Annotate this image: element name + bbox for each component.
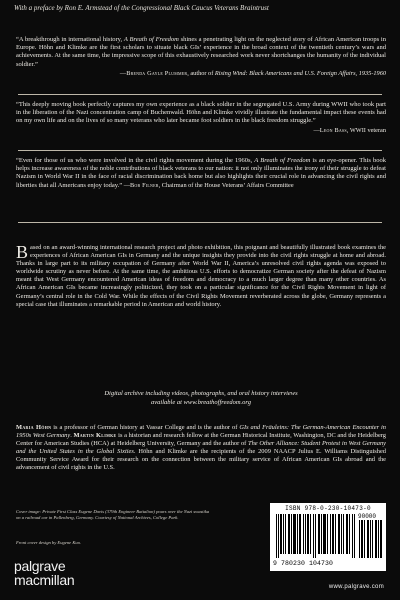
blurb-text: is an eye-opener. This book helps increase awareness of the noble contributions of black veterans to our nation: it not only illuminates the irony of their struggle to defeat Nazism in World War II in the face of racial discrimination back home but also highlights their crucial role in advancing the civil rights and liberties that all Americans enjoy today.” (16, 157, 386, 189)
bio-text: . (70, 432, 74, 440)
divider (18, 94, 382, 95)
blurb-text: shines a penetrating light on the neglected story of African American troops in Europe. Höhn and Klimke are the first scholars to situate black GIs’ experience in the broad context of the twentieth century’s wars and achievements. At the same time, the impressive scope of this exhaustively researched work never shortchanges the humanity of the individual soldier.” (16, 36, 386, 68)
digital-archive-note (16, 390, 386, 407)
blurb-text: “Even for those of us who were involved in the civil rights movement during the 1960s, (16, 157, 255, 164)
blurb-text: “A breakthrough in international history, (16, 36, 124, 43)
book-title: A Breath of Freedom (123, 36, 179, 43)
author-name: Maria Höhn (16, 424, 52, 431)
description-text: ased on an award-winning international research project and photo exhibition, this poignant and beautifully illustrated book examines the experiences of African American GIs in Germany and the unique insights they provide into the civil rights struggle at home and abroad. Thanks in large part to its military occupation of Germany after World War II, America’s unresolved civil rights agenda was exposed to worldwide scrutiny as never before. At the same time, the ambitious U.S. efforts to democratize German society after the defeat of Nazism meant that West Germany encountered American ideas of freedom and democracy to a much larger degree than many other countries. As African American GIs became increasingly politicized, they took on a particular significance for the Civil Rights Movement in light of Germany’s central role in the Cold War. While the effects of the Civil Rights Movement reverberated across the globe, Germany represents a special case that illuminates a remarkable period in American and world history. (16, 244, 386, 308)
endorsement-bass (16, 101, 386, 135)
drop-cap: B (16, 242, 29, 262)
endorsement-attribution (314, 127, 387, 135)
book-description (16, 244, 386, 309)
bio-text: . Höhn and Klimke are the recipients of the 2009 NAACP Julius E. Williams Distinguished Community Service Award for their research on the connection between the military service of African American GIs abroad and the advancement of civil rights in the U.S. (16, 448, 386, 472)
logo-line: palgrave (14, 558, 66, 574)
addon-barcode-bars (359, 520, 383, 558)
endorser-affiliation: , WWII veteran (346, 126, 386, 134)
endorser-book-title: Rising Wind: Black Americans and U.S. Foreign Affairs, 1935-1960 (214, 69, 386, 77)
cover-design-credit: Front cover design by Eugene Kuo. (16, 540, 82, 545)
cover-image-credit: Cover image: Private First Class Eugene Davis (379th Engineer Battalion) pours over the Nazi swastika on a railroad car in Pallenberg, Germany. Courtesy of National Archives, College Park. (16, 509, 210, 520)
divider (18, 222, 382, 223)
author-book-title: The Other Alliance: Student Protest in West Germany and the United States in the Global Sixties (16, 440, 386, 456)
endorsement-filner (16, 157, 386, 190)
endorsement-attribution (124, 182, 294, 189)
endorser-affiliation: , Chairman of the House Veterans’ Affairs Committee (158, 181, 294, 189)
endorser-affiliation: , author of (187, 69, 215, 77)
divider (18, 150, 382, 151)
price-code: 90000 (358, 513, 377, 520)
preface-line: With a preface by Ron E. Armstead of the Congressional Black Caucus Veterans Braintrust (14, 4, 269, 12)
author-bios (16, 424, 386, 473)
endorser-name: Bob Filner (130, 181, 159, 189)
blurb-text: “This deeply moving book perfectly captures my own experience as a black soldier in the segregated U.S. Army during WWII who took part in the liberation of the Nazi concentration camp of Buchenwald. Höhn and Klimke vividly illustrate the fundamental impact these events had on my own life and on the lives of so many veterans who later became foot soldiers in the black freedom struggle.” (16, 101, 386, 125)
endorsement-attribution (16, 70, 386, 78)
bio-text: is a historian and research fellow at the German Historical Institute, Washington, DC and the Heidelberg Center for American Studies (HCA) at Heidelberg University, Germany and the author of (16, 432, 386, 448)
endorser-name: Brenda Gayle Plummer (126, 69, 188, 77)
attribution-dash: — (119, 69, 127, 77)
endorser-name: Leon Bass (319, 126, 347, 134)
author-name: Martin Klimke (73, 432, 117, 440)
ean-barcode-bars (276, 514, 356, 558)
isbn-label: ISBN 978-0-230-10473-0 (285, 505, 371, 512)
archive-line: Digital archive including videos, photographs, and oral history interviews (104, 390, 298, 397)
isbn-barcode (270, 503, 386, 571)
palgrave-macmillan-logo (14, 559, 124, 587)
endorsement-plummer (16, 36, 386, 78)
bio-text: is a professor of German history at Vassar College and is the author of (51, 424, 240, 431)
attribution-dash: — (123, 181, 130, 189)
ean-digits: 9 780230 104730 (273, 560, 334, 567)
logo-line: macmillan (14, 572, 75, 588)
attribution-dash: — (313, 126, 320, 134)
book-title: A Breath of Freedom (254, 157, 311, 164)
archive-line: available at www.breathoffreedom.org (151, 398, 251, 406)
publisher-website: www.palgrave.com (328, 584, 384, 590)
author-book-title: GIs and Fräuleins: The German-American Encounter in 1950s West Germany (16, 424, 387, 440)
